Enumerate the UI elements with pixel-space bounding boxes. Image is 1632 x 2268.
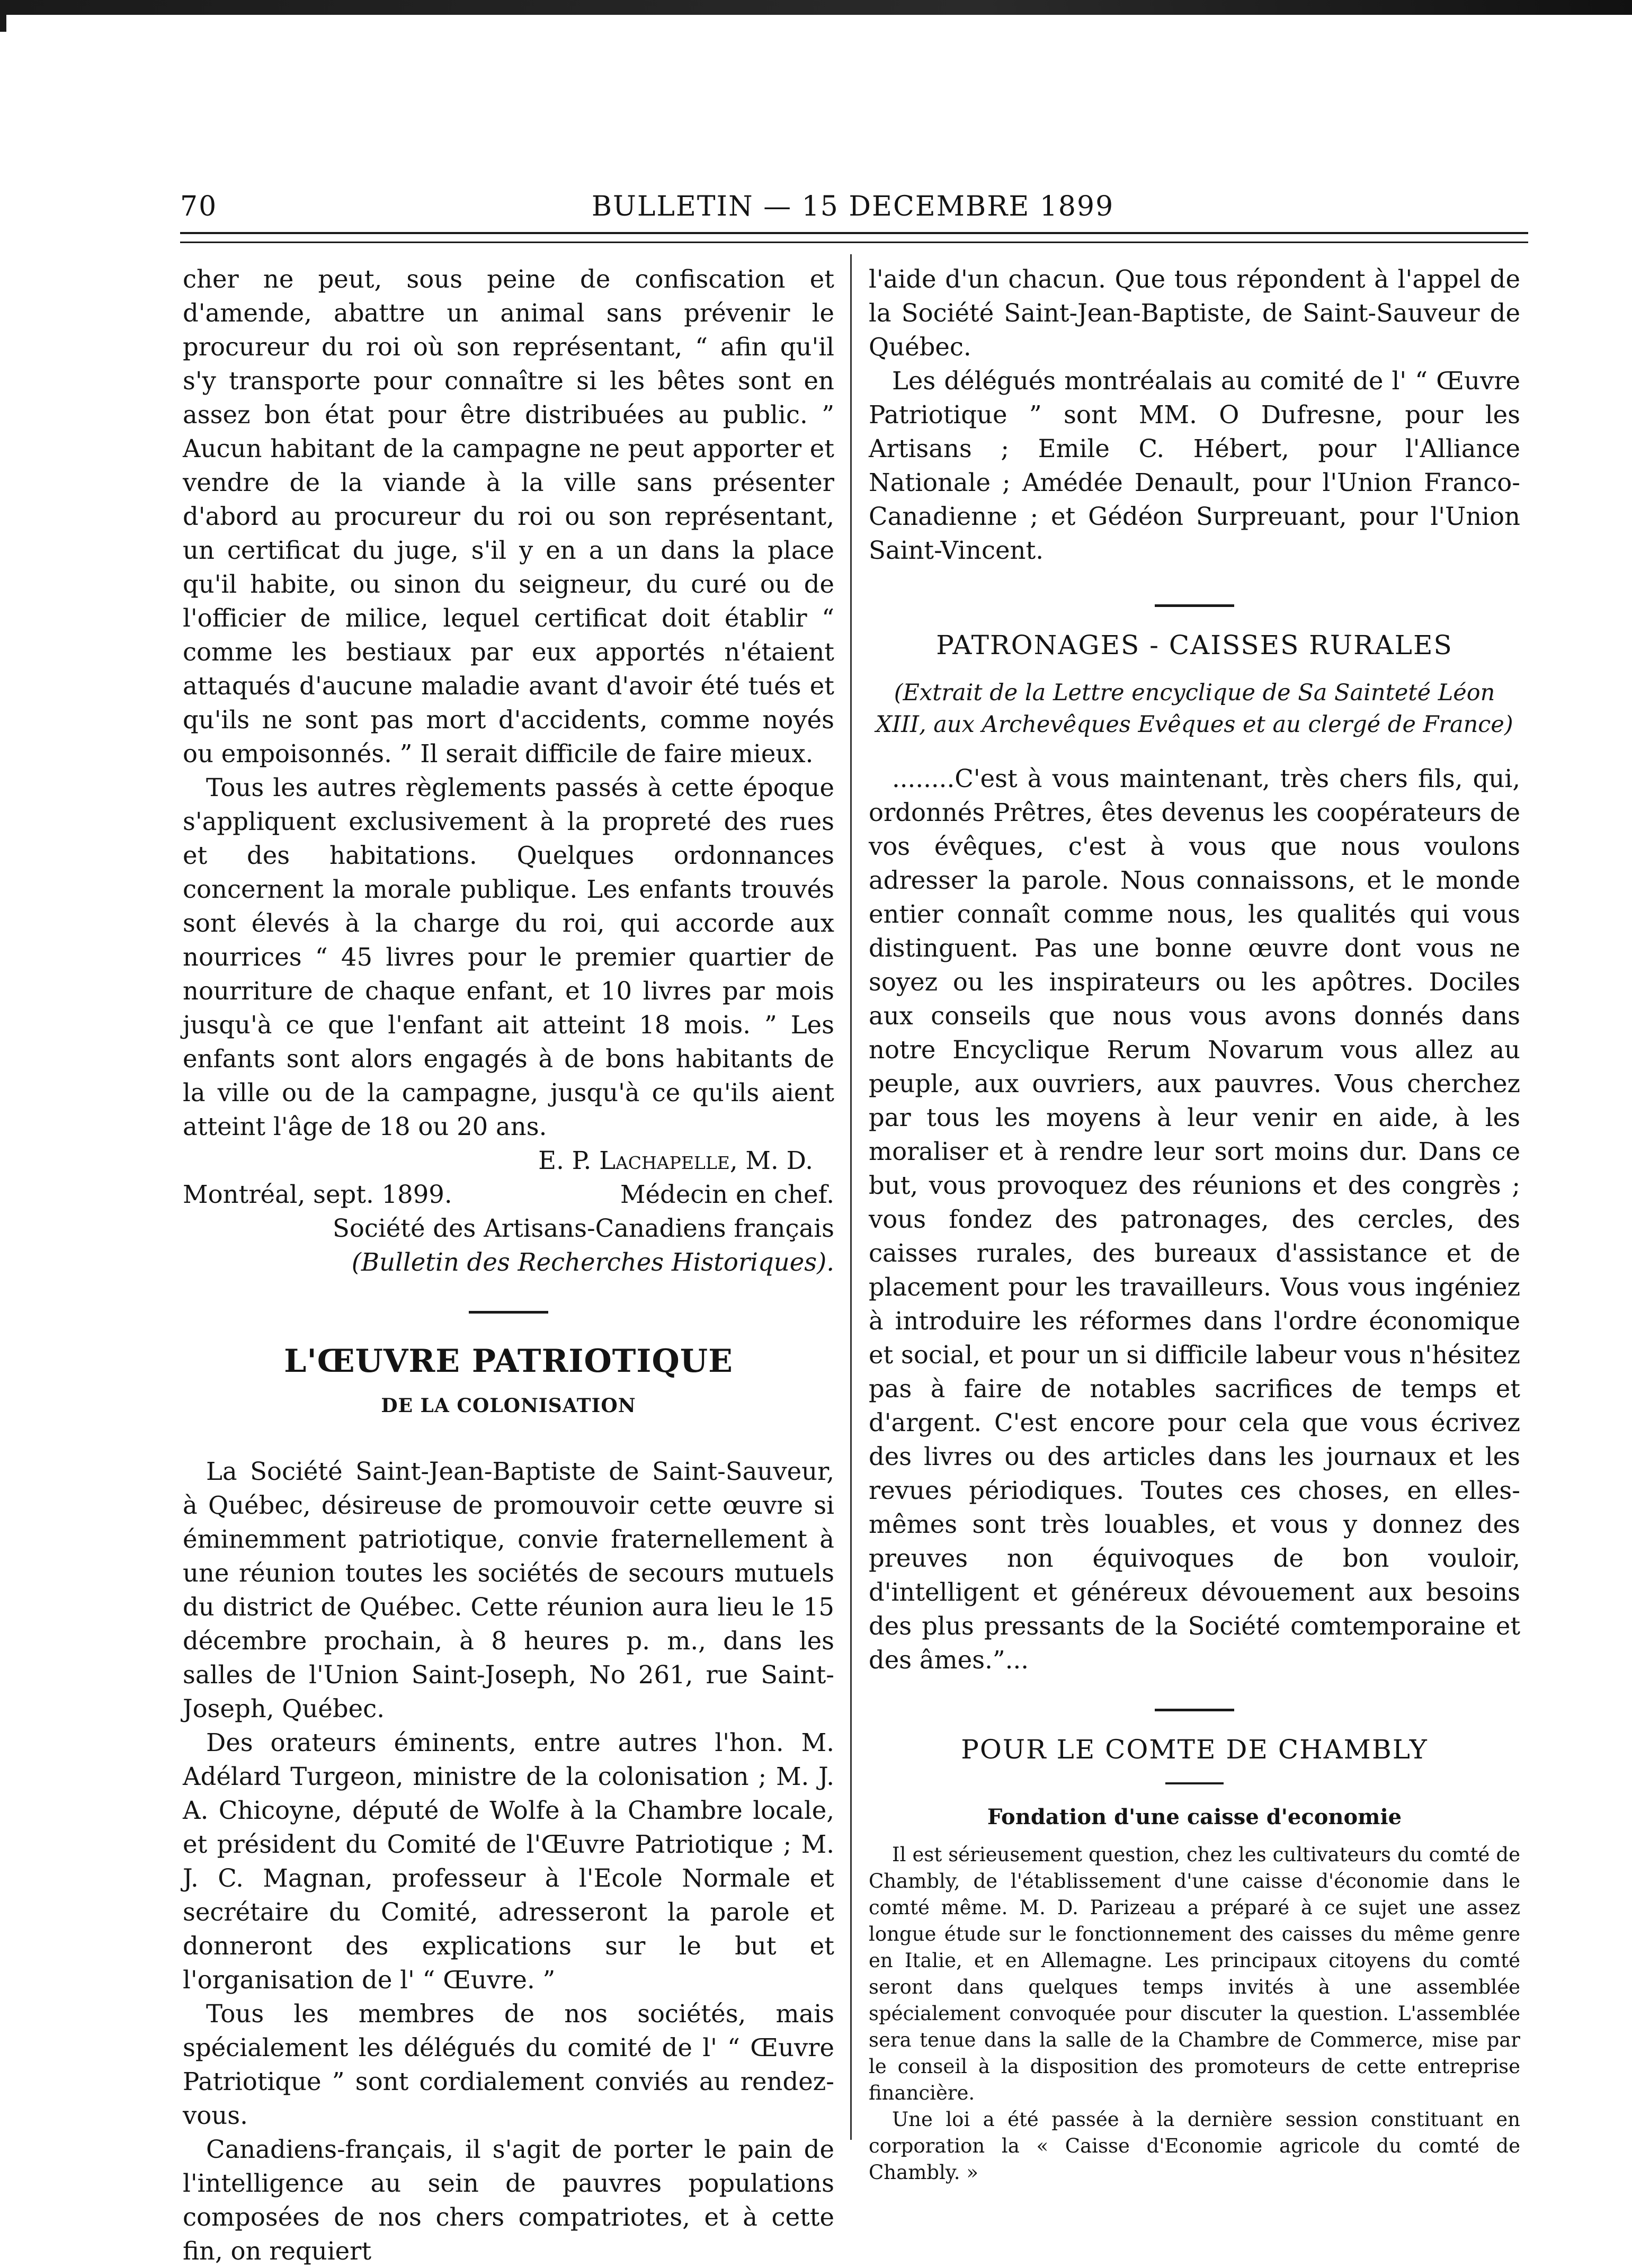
scan-edge-corner	[0, 0, 6, 32]
author-signature: E. P. Lachapelle, M. D.	[538, 1146, 813, 1175]
left-column	[183, 262, 834, 2265]
paragraph: La Société Saint-Jean-Baptiste de Saint-Sauveur, à Québec, désireuse de promouvoir cette œuvre si éminemment patriotique, convie fraternellement à une réunion toutes les sociétés de secours mutuels du district de Québec. Cette réunion aura lieu le 15 décembre prochain, à 8 heures p. m., dans les salles de l'Union Saint-Joseph, No 261, rue Saint-Joseph, Québec.	[183, 1457, 834, 1723]
right-column	[869, 262, 1520, 2184]
encyclical-quote: ........C'est à vous maintenant, très chers fils, qui, ordonnés Prêtres, êtes devenus les coopérateurs de vos évêques, c'est à vous que nous voulons adresser la parole. Nous connaissons, et le monde entier connaît comme nous, les qualités qui vous distinguent. Pas une bonne œuvre dont vous ne soyez ou les inspirateurs ou les apôtres. Dociles aux conseils que nous vous avons donnés dans notre Encyclique Rerum Novarum vous allez au peuple, aux ouvriers, aux pauvres. Vous cherchez par tous les moyens à leur venir en aide, à les moraliser et à rendre leur sort moins dur. Dans ce but, vous provoquez des réunions et des congrès ; vous fondez des patronages, des cercles, des caisses rurales, des bureaux d'assistance et de placement pour les travailleurs. Vous vous ingéniez à introduire les réformes dans l'ordre économique et social, et pour un si difficile labeur vous n'hésitez pas à faire de notables sacrifices de temps et d'argent. C'est encore pour cela que vous écrivez des livres ou des articles dans les journaux et les revues périodiques. Toutes ces choses, en elles-mêmes sont très louables, et vous y donnez des preuves non équivoques de bon vouloir, d'intelligent et généreux dévouement aux besoins des plus pressants de la Société comtemporaine et des âmes.”...	[869, 764, 1520, 1674]
section-subtitle: DE LA COLONISATION	[381, 1395, 636, 1417]
section-title: PATRONAGES - CAISSES RURALES	[936, 630, 1453, 660]
column-divider	[850, 254, 852, 2140]
paragraph: Les délégués montréalais au comité de l' “ Œuvre Patriotique ” sont MM. O Dufresne, pour les Artisans ; Emile C. Hébert, pour l'Alliance Nationale ; Amédée Denault, pour l'Union Franco-Canadienne ; et Gédéon Surpreuant, pour l'Union Saint-Vincent.	[869, 367, 1520, 565]
author-role: Médecin en chef.	[620, 1180, 834, 1209]
society-name: Société des Artisans-Canadiens français	[332, 1214, 834, 1243]
dateline: Montréal, sept. 1899.	[183, 1180, 452, 1209]
scan-edge	[0, 0, 1632, 15]
source-citation: (Bulletin des Recherches Historiques).	[351, 1248, 834, 1276]
paragraph: Tous les autres règlements passés à cette époque s'appliquent exclusivement à la propreté des rues et des habitations. Quelques ordonnances concernent la morale publique. Les enfants trouvés sont élevés à la charge du roi, qui accorde aux nourrices “ 45 livres pour le premier quartier de nourriture de chaque enfant, et 10 livres par mois jusqu'à ce que l'enfant ait atteint 18 mois. ” Les enfants sont alors engagés à de bons habitants de la ville ou de la campagne, jusqu'à ce qu'ils aient atteint l'âge de 18 ou 20 ans.	[183, 773, 834, 1141]
paragraph: l'aide d'un chacun. Que tous répondent à l'appel de la Société Saint-Jean-Baptiste, de Saint-Sauveur de Québec.	[869, 265, 1520, 361]
paragraph: Canadiens-français, il s'agit de porter le pain de l'intelligence au sein de pauvres populations composées de nos chers compatriotes, et à cette fin, on requiert	[183, 2135, 834, 2265]
paragraph: Une loi a été passée à la dernière session constituant en corporation la « Caisse d'Economie agricole du comté de Chambly. »	[869, 2108, 1520, 2184]
section-subtitle: Fondation d'une caisse d'economie	[987, 1805, 1402, 1829]
header-double-rule	[180, 232, 1528, 243]
paragraph: Il est sérieusement question, chez les cultivateurs du comté de Chambly, de l'établissement d'une caisse d'économie dans le comté même. M. D. Parizeau a préparé à ce sujet une assez longue étude sur le fonctionnement des caisses du même genre en Italie, et en Allemagne. Les principaux citoyens du comté seront dans quelques temps invités à une assemblée spécialement convoquée pour discuter la question. L'assemblée sera tenue dans la salle de la Chambre de Commerce, mise par le conseil à la disposition des promoteurs de cette entreprise financière.	[869, 1843, 1520, 2104]
page-number: 70	[180, 191, 218, 222]
section-source: (Extrait de la Lettre encyclique de Sa Sainteté Léon XIII, aux Archevêques Evêques et au clergé de France)	[876, 680, 1513, 738]
paragraph: Des orateurs éminents, entre autres l'hon. M. Adélard Turgeon, ministre de la colonisation ; M. J. A. Chicoyne, député de Wolfe à la Chambre locale, et président du Comité de l'Œuvre Patriotique ; M. J. C. Magnan, professeur à l'Ecole Normale et secrétaire du Comité, adresseront la parole et donneront des explications sur le but et l'organisation de l' “ Œuvre. ”	[183, 1728, 834, 1994]
running-title: BULLETIN — 15 DECEMBRE 1899	[591, 191, 1114, 222]
section-title: POUR LE COMTE DE CHAMBLY	[961, 1734, 1428, 1765]
dateline-row	[183, 1177, 834, 1211]
section-title: L'ŒUVRE PATRIOTIQUE	[284, 1343, 733, 1380]
paragraph: Tous les membres de nos sociétés, mais spécialement les délégués du comité de l' “ Œuvre Patriotique ” sont cordialement conviés au rendez-vous.	[183, 1999, 834, 2130]
paragraph: cher ne peut, sous peine de confiscation et d'amende, abattre un animal sans prévenir le procureur du roi où son représentant, “ afin qu'il s'y transporte pour connaître si les bêtes sont en assez bon état pour être distribuées au public. ” Aucun habitant de la campagne ne peut apporter et vendre de la viande à la ville sans présenter d'abord au procureur du roi ou son représentant, un certificat du juge, s'il y en a un dans la place qu'il habite, ou sinon du seigneur, du curé ou de l'officier de milice, lequel certificat doit établir “ comme les bestiaux par eux apportés n'étaient attaqués d'aucune maladie avant d'avoir été tués et qu'ils ne sont pas mort d'accidents, comme noyés ou empoisonnés. ” Il serait difficile de faire mieux.	[183, 265, 834, 768]
page-header	[180, 191, 1526, 228]
